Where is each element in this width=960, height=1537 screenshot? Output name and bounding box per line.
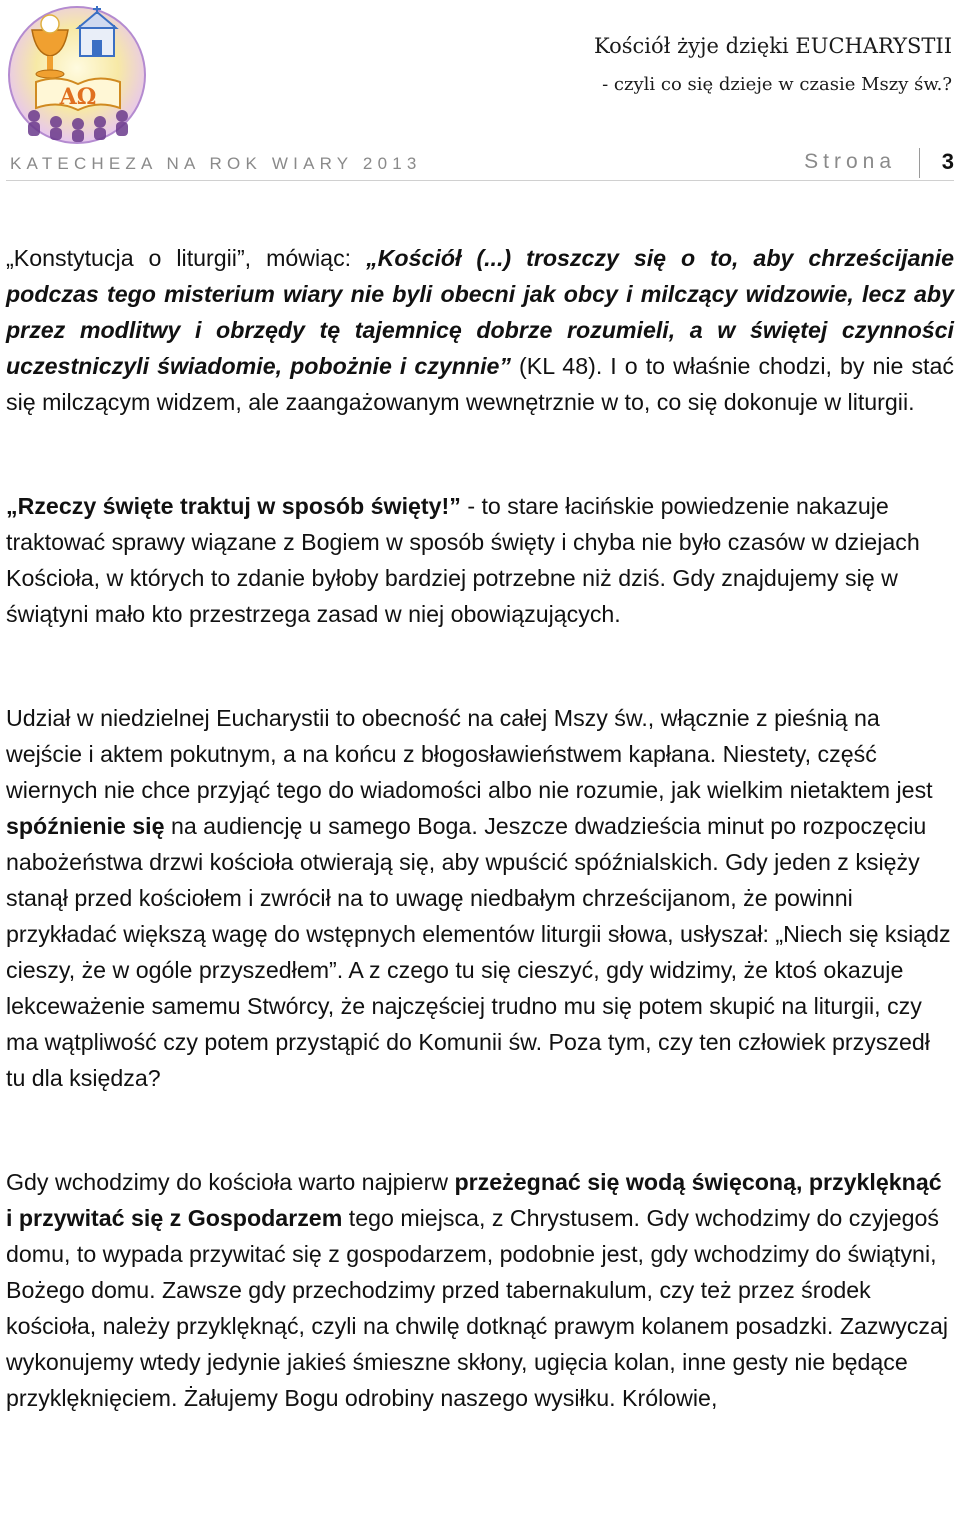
paragraph-text: Gdy wchodzimy do kościoła warto najpierw bbox=[6, 1169, 455, 1195]
paragraph-text: tego miejsca, z Chrystusem. Gdy wchodzimy do czyjegoś domu, to wypada przywitać się z gospodarzem, podobnie jest, gdy wchodzimy do świątyni, Bożego domu. Zawsze gdy przechodzimy przed tabernakulum, czy też przez środek kościoła, należy przyklęknąć, czyli na chwilę dotknąć prawym kolanem posadzki. Zazwyczaj wykonujemy wtedy jedynie jakieś śmieszne skłony, ugięcia kolan, inne gesty nie będące przyklęknięciem. Żałujemy Bogu odrobiny naszego wysiłku. Królowie, bbox=[6, 1205, 949, 1411]
running-head: KATECHEZA NA ROK WIARY 2013 bbox=[10, 154, 422, 173]
paragraph-sunday-eucharist bbox=[6, 700, 954, 1096]
paragraph-text: (KL 48). I o to właśnie chodzi, by nie stać się milczącym widzem, ale zaangażowanym wewnętrznie w to, co się dokonuje w liturgii. bbox=[6, 353, 954, 415]
alpha-omega-lettering: AΩ bbox=[59, 84, 97, 110]
quote-text: „Kościół (...) troszczy się o to, aby chrześcijanie podczas tego misterium wiary nie byli obecni jak obcy i milczący widzowie, lecz aby przez modlitwy i obrzędy tę tajemnicę dobrze rozumieli, a w świętej czynności uczestniczyli świadomie, pobożnie i czynnie” bbox=[6, 245, 954, 379]
paragraph-liturgy-constitution bbox=[6, 240, 954, 420]
parish-logo bbox=[6, 4, 148, 146]
paragraph-text: Udział w niedzielnej Eucharystii to obecność na całej Mszy św., włącznie z pieśnią na wejście i aktem pokutnym, a na końcu z błogosławieństwem kapłana. Niestety, część wiernych nie chce przyjąć tego do wiadomości albo nie rozumie, jak wielkim nietaktem jest bbox=[6, 705, 933, 803]
paragraph-text: na audiencję u samego Boga. Jeszcze dwadzieścia minut po rozpoczęciu nabożeństwa drzwi kościoła otwierają się, aby wpuścić spóźnialskich. Gdy jeden z księży stanął przed kościołem i zwrócił na to uwagę niedbałym chrześcijanom, że powinni przykładać większą wagę do wstępnych elementów liturgii słowa, usłyszał: „Niech się ksiądz cieszy, że w ogóle przyszedłem”. A z czego tu się cieszyć, gdy widzimy, że ktoś okazuje lekceważenie samemu Stwórcy, że najczęściej trudno mu się potem skupić na liturgii, czy ma wątpliwość czy potem przystąpić do Komunii św. Poza tym, czy ten człowiek przyszedł tu dla księdza? bbox=[6, 813, 951, 1091]
page-number: 3 bbox=[941, 149, 954, 174]
paragraph-text: - to stare łacińskie powiedzenie nakazuje traktować sprawy wiązane z Bogiem w sposób święty i chyba nie było czasów w dziejach Kościoła, w których to zdanie byłoby bardziej potrzebne niż dziś. Gdy znajdujemy się w świątyni mało kto przestrzega zasad w niej obowiązujących. bbox=[6, 493, 920, 627]
emphasis-text: spóźnienie się bbox=[6, 813, 165, 839]
document-title: Kościół żyje dzięki EUCHARYSTII bbox=[593, 34, 952, 58]
chalice-and-church-logo-icon bbox=[6, 4, 148, 146]
emphasis-text: przeżegnać się wodą święconą, przyklęknąć i przywitać się z Gospodarzem bbox=[6, 1169, 942, 1231]
page-divider bbox=[919, 148, 920, 178]
quote-text: „Rzeczy święte traktuj w sposób święty!” bbox=[6, 493, 461, 519]
page-content bbox=[6, 240, 954, 1416]
header-rule bbox=[6, 180, 954, 181]
paragraph-text: „Konstytucja o liturgii”, mówiąc: bbox=[6, 245, 367, 271]
paragraph-sacred-things bbox=[6, 488, 954, 632]
paragraph-entering-church bbox=[6, 1164, 954, 1416]
document-subtitle: - czyli co się dzieje w czasie Mszy św.? bbox=[602, 74, 952, 95]
page-label: Strona bbox=[804, 150, 896, 173]
